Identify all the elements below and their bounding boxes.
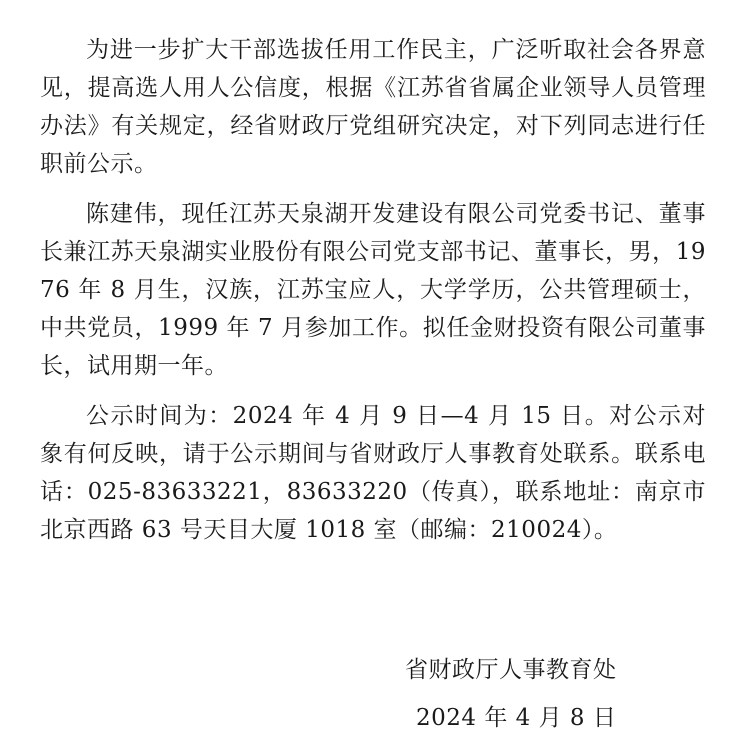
contact-paragraph: 公示时间为：2024 年 4 月 9 日—4 月 15 日。对公示对象有何反映，请于公示期间与省财政厅人事教育处联系。联系电话：025-83633221，83633220（传真），联系地址：南京市北京西路 63 号天目大厦 1018 室（邮编：210024）。 [40, 403, 706, 543]
intro-paragraph: 为进一步扩大干部选拔任用工作民主，广泛听取社会各界意见，提高选人用人公信度，根据《江苏省省属企业领导人员管理办法》有关规定，经省财政厅党组研究决定，对下列同志进行任职前公示。 [40, 37, 706, 177]
signature-date: 2024 年 4 月 8 日 [416, 705, 617, 731]
candidate-paragraph: 陈建伟，现任江苏天泉湖开发建设有限公司党委书记、董事长兼江苏天泉湖实业股份有限公司党支部书记、董事长，男，1976 年 8 月生，汉族，江苏宝应人，大学学历，公共管理硕士，中共党员，1999 年 7 月参加工作。拟任金财投资有限公司董事长，试用期一年。 [40, 201, 706, 379]
notice-body [40, 31, 706, 549]
signature-organization: 省财政厅人事教育处 [405, 657, 617, 683]
